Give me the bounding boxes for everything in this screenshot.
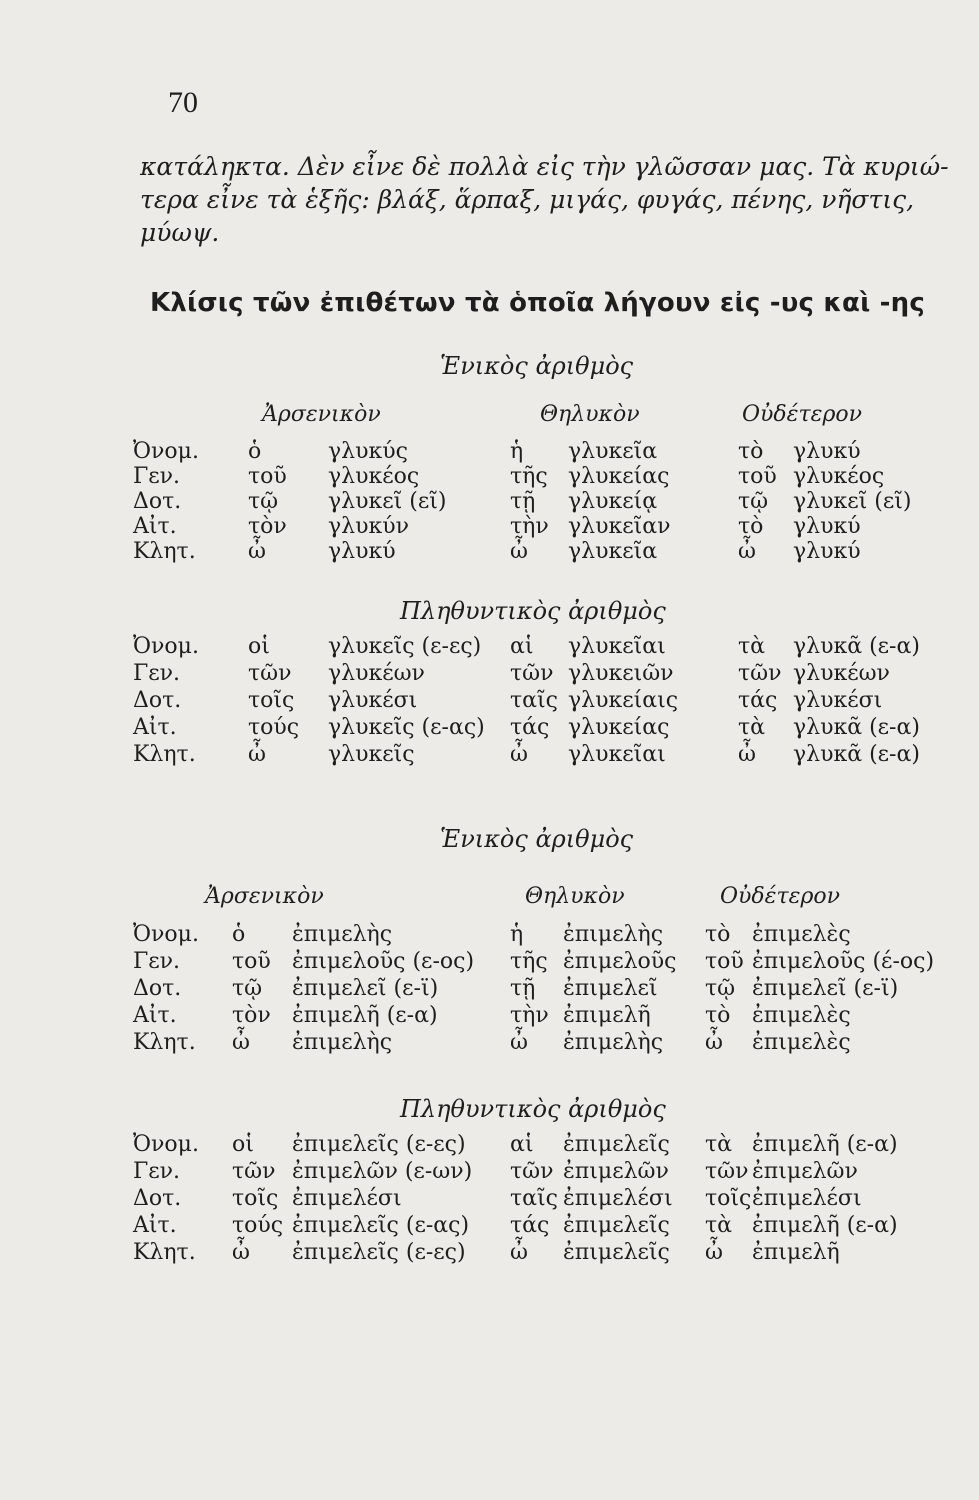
form-na: τῷ — [705, 976, 736, 1001]
declension-row — [0, 1211, 979, 1241]
form-mw: γλυκύν — [328, 514, 409, 539]
form-ma: οἱ — [248, 634, 270, 659]
form-fa: ταῖς — [510, 688, 558, 713]
form-fw: γλυκείᾳ — [568, 489, 658, 514]
declension-row — [0, 740, 979, 770]
form-fw: γλυκεῖα — [568, 539, 658, 564]
intro-line: τερα εἶνε τὰ ἑξῆς: βλάξ, ἅρπαξ, μιγάς, φυγάς, πένης, νῆστις, — [140, 185, 915, 214]
form-mw: γλυκεῖς (ε-ας) — [328, 715, 485, 740]
form-fw: γλυκείαις — [568, 688, 679, 713]
form-fw: ἐπιμελῶν — [563, 1159, 669, 1184]
form-na: τὸ — [705, 1003, 731, 1028]
form-mw: ἐπιμελεῖς (ε-ας) — [292, 1213, 470, 1238]
declension-row — [0, 537, 979, 567]
form-fa: τῶν — [510, 661, 554, 686]
form-mw: γλυκέων — [328, 661, 425, 686]
form-ma: ὁ — [232, 922, 246, 947]
form-na: ὦ — [738, 539, 756, 564]
declension-row — [0, 920, 979, 950]
form-fa: ὦ — [510, 539, 528, 564]
case-label: Ὀνομ. — [133, 922, 199, 947]
form-nw: ἐπιμελὲς — [752, 1003, 851, 1028]
intro-line: κατάληκτα. Δὲν εἶνε δὲ πολλὰ εἰς τὴν γλῶσσαν μας. Τὰ κυριώ- — [140, 152, 949, 181]
form-fw: ἐπιμελεῖς — [563, 1213, 670, 1238]
case-label: Γεν. — [133, 661, 181, 686]
case-label: Αἰτ. — [133, 514, 177, 539]
form-fa: τῇ — [510, 976, 536, 1001]
form-nw: ἐπιμελέσι — [752, 1186, 862, 1211]
form-mw: ἐπιμελὴς — [292, 922, 393, 947]
form-fa: τὴν — [510, 1003, 549, 1028]
declension-row — [0, 1238, 979, 1268]
form-na: τὰ — [705, 1132, 733, 1157]
form-nw: ἐπιμελοῦς (έ-ος) — [752, 949, 935, 974]
form-mw: ἐπιμελεῖ (ε-ϊ) — [292, 976, 439, 1001]
block2-gender-masc: Ἀρσενικὸν — [205, 884, 324, 909]
form-ma: τῶν — [232, 1159, 276, 1184]
form-nw: ἐπιμελῆ — [752, 1240, 840, 1265]
form-ma: ὁ — [248, 439, 262, 464]
form-ma: τούς — [248, 715, 300, 740]
form-nw: ἐπιμελῆ (ε-α) — [752, 1132, 898, 1157]
form-ma: τοῦ — [248, 464, 287, 489]
block1-plural-title: Πληθυντικὸς ἀριθμὸς — [400, 597, 666, 625]
form-na: ὦ — [705, 1030, 723, 1055]
form-na: τὰ — [738, 634, 766, 659]
intro-line: μύωψ. — [140, 218, 220, 247]
form-mw: ἐπιμελῆ (ε-α) — [292, 1003, 438, 1028]
case-label: Κλητ. — [133, 742, 196, 767]
case-label: Ὀνομ. — [133, 634, 199, 659]
form-ma: τούς — [232, 1213, 284, 1238]
case-label: Αἰτ. — [133, 1003, 177, 1028]
block2-gender-neut: Οὐδέτερον — [720, 884, 840, 909]
form-mw: γλυκύς — [328, 439, 408, 464]
form-fa: τῶν — [510, 1159, 554, 1184]
form-fw: γλυκεῖαι — [568, 742, 666, 767]
block2-plural-title: Πληθυντικὸς ἀριθμὸς — [400, 1095, 666, 1123]
form-fw: γλυκείας — [568, 715, 670, 740]
case-label: Κλητ. — [133, 1240, 196, 1265]
form-na: τοῖς — [705, 1186, 752, 1211]
form-ma: ὦ — [232, 1240, 250, 1265]
form-ma: τῷ — [232, 976, 263, 1001]
form-mw: ἐπιμελέσι — [292, 1186, 402, 1211]
form-fa: αἱ — [510, 634, 534, 659]
form-nw: γλυκύ — [793, 539, 861, 564]
form-nw: γλυκᾶ (ε-α) — [793, 634, 920, 659]
form-nw: γλυκέος — [793, 464, 885, 489]
form-nw: ἐπιμελεῖ (ε-ϊ) — [752, 976, 899, 1001]
form-fa: ταῖς — [510, 1186, 558, 1211]
form-fw: ἐπιμελοῦς — [563, 949, 677, 974]
form-ma: τὸν — [248, 514, 287, 539]
declension-row — [0, 974, 979, 1004]
block1-gender-masc: Ἀρσενικὸν — [262, 402, 381, 427]
case-label: Αἰτ. — [133, 1213, 177, 1238]
intro-paragraph — [140, 150, 949, 249]
case-label: Δοτ. — [133, 1186, 182, 1211]
form-fa: τάς — [510, 715, 550, 740]
case-label: Ὀνομ. — [133, 439, 199, 464]
form-ma: ὦ — [248, 539, 266, 564]
form-fa: ἡ — [510, 439, 524, 464]
declension-row — [0, 1184, 979, 1214]
form-nw: γλυκύ — [793, 514, 861, 539]
case-label: Γεν. — [133, 464, 181, 489]
case-label: Γεν. — [133, 1159, 181, 1184]
block1-singular-title: Ἑνικὸς ἀριθμὸς — [440, 352, 634, 380]
form-fw: γλυκεῖαν — [568, 514, 671, 539]
form-fw: γλυκείας — [568, 464, 670, 489]
form-nw: ἐπιμελὲς — [752, 922, 851, 947]
form-fa: ὦ — [510, 742, 528, 767]
case-label: Δοτ. — [133, 489, 182, 514]
form-nw: γλυκεῖ (εῖ) — [793, 489, 912, 514]
form-fa: τῇ — [510, 489, 536, 514]
form-na: ὦ — [705, 1240, 723, 1265]
form-ma: τὸν — [232, 1003, 271, 1028]
case-label: Γεν. — [133, 949, 181, 974]
form-mw: ἐπιμελεῖς (ε-ες) — [292, 1240, 466, 1265]
declension-row — [0, 1130, 979, 1160]
form-ma: ὦ — [248, 742, 266, 767]
form-na: τῷ — [738, 489, 769, 514]
form-ma: τοῦ — [232, 949, 271, 974]
form-mw: γλυκεῖς (ε-ες) — [328, 634, 482, 659]
form-fw: ἐπιμελεῖς — [563, 1132, 670, 1157]
section-heading: Κλίσις τῶν ἐπιθέτων τὰ ὁποῖα λήγουν εἰς -υς καὶ -ης — [150, 288, 925, 318]
declension-row — [0, 1028, 979, 1058]
declension-row — [0, 659, 979, 689]
form-mw: γλυκύ — [328, 539, 396, 564]
form-fa: αἱ — [510, 1132, 534, 1157]
form-mw: ἐπιμελὴς — [292, 1030, 393, 1055]
form-na: τῶν — [705, 1159, 749, 1184]
form-mw: γλυκεῖ (εῖ) — [328, 489, 447, 514]
form-nw: γλυκύ — [793, 439, 861, 464]
form-fw: γλυκεῖαι — [568, 634, 666, 659]
declension-row — [0, 713, 979, 743]
case-label: Δοτ. — [133, 976, 182, 1001]
form-nw: ἐπιμελὲς — [752, 1030, 851, 1055]
form-nw: ἐπιμελῆ (ε-α) — [752, 1213, 898, 1238]
form-fw: γλυκειῶν — [568, 661, 674, 686]
form-fw: γλυκεῖα — [568, 439, 658, 464]
form-mw: ἐπιμελεῖς (ε-ες) — [292, 1132, 466, 1157]
case-label: Κλητ. — [133, 539, 196, 564]
form-mw: γλυκέος — [328, 464, 420, 489]
form-na: ὦ — [738, 742, 756, 767]
case-label: Δοτ. — [133, 688, 182, 713]
form-nw: γλυκᾶ (ε-α) — [793, 742, 920, 767]
form-na: τοῦ — [738, 464, 777, 489]
declension-row — [0, 686, 979, 716]
form-fw: ἐπιμελὴς — [563, 1030, 664, 1055]
form-fw: ἐπιμελεῖς — [563, 1240, 670, 1265]
form-ma: οἱ — [232, 1132, 254, 1157]
page-number: 70 — [168, 86, 198, 119]
block2-gender-fem: Θηλυκὸν — [525, 884, 625, 909]
form-fa: ὦ — [510, 1030, 528, 1055]
form-fw: ἐπιμελεῖ — [563, 976, 658, 1001]
form-fa: τάς — [510, 1213, 550, 1238]
form-ma: τῶν — [248, 661, 292, 686]
form-fw: ἐπιμελὴς — [563, 922, 664, 947]
form-fa: τὴν — [510, 514, 549, 539]
form-na: τὸ — [705, 922, 731, 947]
form-mw: ἐπιμελῶν (ε-ων) — [292, 1159, 473, 1184]
form-na: τάς — [738, 688, 778, 713]
form-fa: ὦ — [510, 1240, 528, 1265]
form-nw: γλυκέσι — [793, 688, 883, 713]
form-na: τῶν — [738, 661, 782, 686]
form-na: τὰ — [738, 715, 766, 740]
form-fw: ἐπιμελέσι — [563, 1186, 673, 1211]
block1-gender-neut: Οὐδέτερον — [742, 402, 862, 427]
form-ma: τοῖς — [232, 1186, 279, 1211]
form-ma: τῷ — [248, 489, 279, 514]
form-na: τὸ — [738, 514, 764, 539]
form-fa: τῆς — [510, 949, 548, 974]
declension-row — [0, 632, 979, 662]
case-label: Ὀνομ. — [133, 1132, 199, 1157]
form-nw: γλυκᾶ (ε-α) — [793, 715, 920, 740]
case-label: Κλητ. — [133, 1030, 196, 1055]
form-na: τοῦ — [705, 949, 744, 974]
form-ma: τοῖς — [248, 688, 295, 713]
form-fa: ἡ — [510, 922, 524, 947]
form-nw: ἐπιμελῶν — [752, 1159, 858, 1184]
form-mw: ἐπιμελοῦς (ε-ος) — [292, 949, 475, 974]
form-mw: γλυκέσι — [328, 688, 418, 713]
form-ma: ὦ — [232, 1030, 250, 1055]
declension-row — [0, 1001, 979, 1031]
block1-gender-fem: Θηλυκὸν — [540, 402, 640, 427]
block2-singular-title: Ἑνικὸς ἀριθμὸς — [440, 825, 634, 853]
form-fw: ἐπιμελῆ — [563, 1003, 651, 1028]
form-na: τὸ — [738, 439, 764, 464]
form-nw: γλυκέων — [793, 661, 890, 686]
declension-row — [0, 1157, 979, 1187]
case-label: Αἰτ. — [133, 715, 177, 740]
form-na: τὰ — [705, 1213, 733, 1238]
form-fa: τῆς — [510, 464, 548, 489]
declension-row — [0, 947, 979, 977]
form-mw: γλυκεῖς — [328, 742, 415, 767]
